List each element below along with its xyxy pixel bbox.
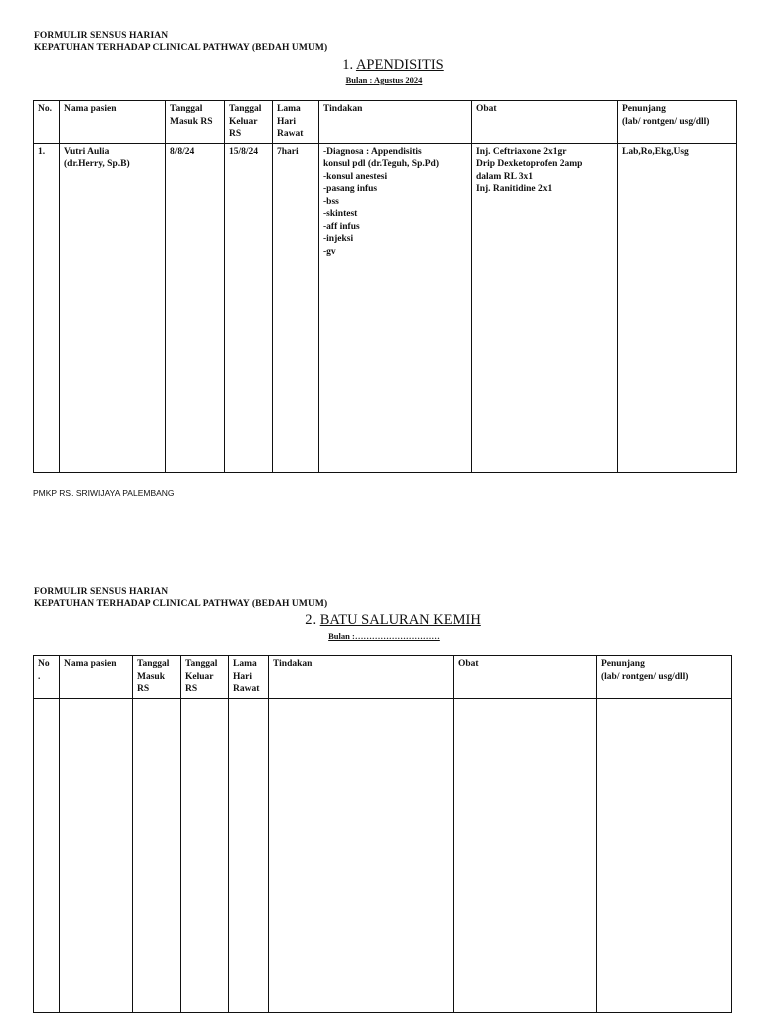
form2-col-masuk bbox=[133, 656, 181, 699]
form2-title bbox=[0, 612, 768, 629]
col-penunjang-line: Penunjang bbox=[622, 104, 666, 114]
empty-cell[interactable] bbox=[133, 698, 181, 1012]
form1-header-line1: FORMULIR SENSUS HARIAN bbox=[34, 31, 169, 41]
row-tindakan bbox=[319, 143, 472, 472]
row-no: 1. bbox=[34, 143, 60, 472]
col-keluar-line: Keluar bbox=[185, 671, 214, 682]
empty-cell[interactable] bbox=[229, 698, 269, 1012]
form2-table bbox=[33, 655, 732, 1013]
form1-col-tindakan: Tindakan bbox=[319, 101, 472, 144]
form2-col-keluar bbox=[181, 656, 229, 699]
col-no-line: No bbox=[38, 659, 50, 669]
row-nama bbox=[60, 143, 166, 472]
row-lama: 7hari bbox=[273, 143, 319, 472]
row-nama-line: Vutri Aulia bbox=[64, 146, 110, 157]
obat-item: Drip Dexketoprofen 2amp bbox=[476, 159, 583, 169]
form1-col-nama: Nama pasien bbox=[60, 101, 166, 144]
col-lama-line: Hari bbox=[233, 671, 252, 682]
col-penunjang-line: (lab/ rontgen/ usg/dll) bbox=[622, 116, 710, 127]
col-masuk-line: Tanggal bbox=[170, 104, 203, 114]
col-keluar-line: RS bbox=[185, 684, 198, 694]
col-lama-line: Hari bbox=[277, 116, 296, 127]
empty-cell[interactable] bbox=[181, 698, 229, 1012]
col-keluar-line: RS bbox=[229, 129, 242, 139]
col-keluar-line: Tanggal bbox=[185, 659, 218, 669]
row-masuk: 8/8/24 bbox=[166, 143, 225, 472]
row-keluar: 15/8/24 bbox=[225, 143, 273, 472]
form1-title-number: 1. bbox=[342, 57, 354, 73]
footer-text: PMKP RS. SRIWIJAYA PALEMBANG bbox=[33, 488, 175, 498]
empty-cell[interactable] bbox=[269, 698, 454, 1012]
form2-header-row bbox=[34, 656, 732, 699]
col-masuk-line: Masuk RS bbox=[170, 116, 213, 127]
form1-col-no: No. bbox=[34, 101, 60, 144]
col-lama-line: Rawat bbox=[233, 684, 260, 694]
col-lama-line: Lama bbox=[233, 659, 257, 669]
empty-cell[interactable] bbox=[597, 698, 732, 1012]
form1-title bbox=[0, 57, 768, 74]
form2-header-line2: KEPATUHAN TERHADAP CLINICAL PATHWAY (BEDAH UMUM) bbox=[34, 599, 328, 609]
form1-col-keluar bbox=[225, 101, 273, 144]
form2-col-no bbox=[34, 656, 60, 699]
form1-col-obat: Obat bbox=[472, 101, 618, 144]
form1-header-row bbox=[34, 101, 737, 144]
form2-header-line1: FORMULIR SENSUS HARIAN bbox=[34, 587, 169, 597]
row-penunjang: Lab,Ro,Ekg,Usg bbox=[618, 143, 737, 472]
tindakan-item: -gv bbox=[323, 246, 336, 257]
form1-title-text: APENDISITIS bbox=[355, 57, 444, 73]
form1-col-lama bbox=[273, 101, 319, 144]
col-masuk-line: RS bbox=[137, 684, 150, 694]
tindakan-item: -skintest bbox=[323, 209, 358, 219]
tindakan-item: -konsul anestesi bbox=[323, 171, 388, 182]
table-row bbox=[34, 698, 732, 1012]
obat-item: Inj. Ranitidine 2x1 bbox=[476, 184, 553, 194]
col-masuk-line: Masuk bbox=[137, 671, 165, 682]
form2-month: Bulan :………………………… bbox=[328, 631, 440, 641]
col-penunjang-line: (lab/ rontgen/ usg/dll) bbox=[601, 671, 689, 682]
table-row bbox=[34, 143, 737, 472]
empty-cell[interactable] bbox=[34, 698, 60, 1012]
tindakan-item: -bss bbox=[323, 196, 339, 207]
form2-col-penunjang bbox=[597, 656, 732, 699]
form2-title-text: BATU SALURAN KEMIH bbox=[319, 612, 481, 628]
form2-col-obat: Obat bbox=[454, 656, 597, 699]
col-keluar-line: Tanggal bbox=[229, 104, 262, 114]
form2-col-tindakan: Tindakan bbox=[269, 656, 454, 699]
col-no-line: . bbox=[38, 671, 41, 682]
form2-title-number: 2. bbox=[305, 612, 317, 628]
col-lama-line: Lama bbox=[277, 104, 301, 114]
form1-col-penunjang bbox=[618, 101, 737, 144]
row-obat bbox=[472, 143, 618, 472]
tindakan-item: konsul pdl (dr.Teguh, Sp.Pd) bbox=[323, 159, 439, 169]
col-masuk-line: Tanggal bbox=[137, 659, 170, 669]
form2-col-lama bbox=[229, 656, 269, 699]
form1-header-line2: KEPATUHAN TERHADAP CLINICAL PATHWAY (BEDAH UMUM) bbox=[34, 43, 328, 53]
tindakan-item: -Diagnosa : Appendisitis bbox=[323, 146, 422, 157]
tindakan-item: -aff infus bbox=[323, 221, 360, 232]
empty-cell[interactable] bbox=[60, 698, 133, 1012]
row-nama-line: (dr.Herry, Sp.B) bbox=[64, 159, 130, 169]
form1-col-masuk bbox=[166, 101, 225, 144]
col-penunjang-line: Penunjang bbox=[601, 659, 645, 669]
empty-cell[interactable] bbox=[454, 698, 597, 1012]
form1-month: Bulan : Agustus 2024 bbox=[345, 75, 423, 85]
form2-col-nama: Nama pasien bbox=[60, 656, 133, 699]
col-keluar-line: Keluar bbox=[229, 116, 258, 127]
obat-item: dalam RL 3x1 bbox=[476, 171, 534, 182]
tindakan-item: -injeksi bbox=[323, 234, 354, 244]
tindakan-item: -pasang infus bbox=[323, 184, 378, 194]
obat-item: Inj. Ceftriaxone 2x1gr bbox=[476, 146, 567, 157]
col-lama-line: Rawat bbox=[277, 129, 304, 139]
form1-table bbox=[33, 100, 737, 473]
